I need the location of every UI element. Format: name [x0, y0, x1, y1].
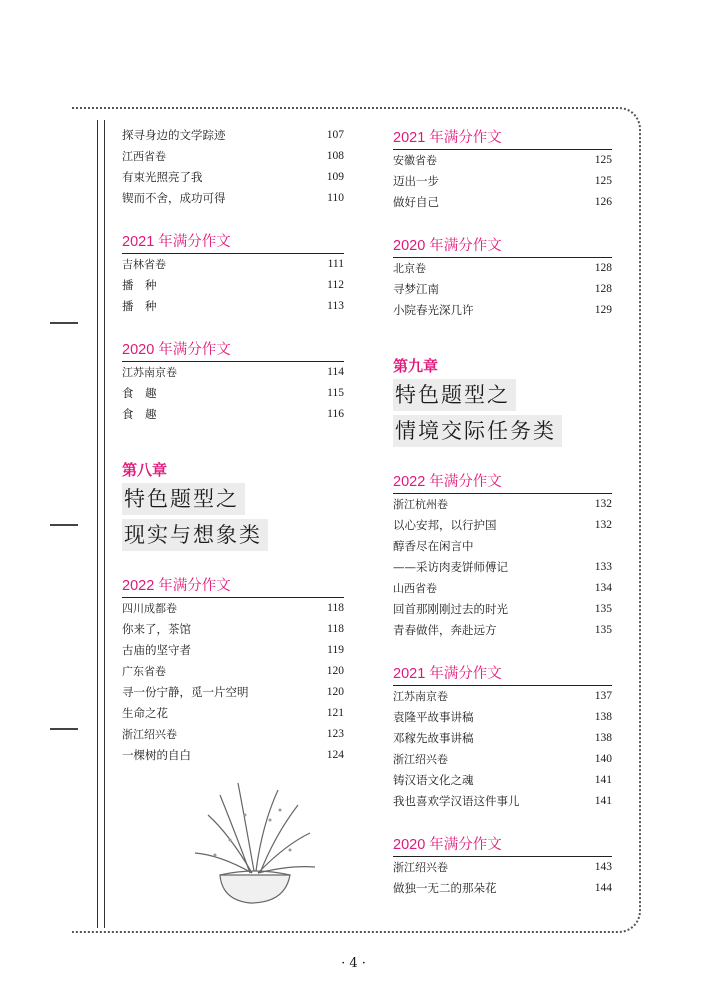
entry-title: 小院春光深几许 — [393, 303, 474, 317]
essay-entry — [393, 728, 612, 749]
essay-entry — [122, 682, 344, 703]
essay-entry — [393, 707, 612, 728]
exam-region-entry — [122, 254, 344, 275]
entry-page-number: 118 — [327, 623, 344, 635]
entry-page-number: 121 — [326, 707, 344, 719]
entry-page-number: 125 — [594, 175, 612, 187]
entry-page-number: 128 — [594, 283, 612, 295]
entry-page-number: 125 — [594, 154, 612, 166]
entry-title: 浙江杭州卷 — [393, 498, 448, 511]
exam-region-entry — [122, 598, 344, 619]
entry-title: 食 趣 — [122, 407, 157, 421]
entry-page-number: 141 — [594, 774, 612, 786]
entry-page-number: 108 — [326, 150, 344, 162]
entry-title: 山西省卷 — [393, 582, 437, 595]
essay-entry — [122, 640, 344, 661]
chapter-number: 第九章 — [393, 357, 439, 375]
entry-title: 江苏南京卷 — [122, 366, 177, 379]
entry-title: 醇香尽在闲言中 — [393, 539, 474, 553]
entry-title: 以心安邦，以行护国 — [393, 518, 497, 532]
entry-page-number: 144 — [594, 882, 612, 894]
potted-plant-illustration — [190, 775, 320, 910]
essay-entry — [393, 171, 612, 192]
chapter-title: 特色题型之 — [122, 483, 245, 515]
entry-title: 迈出一步 — [393, 174, 439, 188]
exam-region-entry — [122, 362, 344, 383]
entry-page-number: 132 — [594, 519, 612, 531]
chapter-title: 情境交际任务类 — [393, 415, 562, 447]
entry-page-number: 120 — [326, 665, 344, 677]
entry-page-number: 128 — [594, 262, 612, 274]
entry-title: 北京卷 — [393, 262, 426, 275]
section-heading: 2022 年满分作文 — [122, 575, 344, 598]
essay-entry — [393, 791, 612, 812]
exam-region-entry — [393, 258, 612, 279]
essay-entry — [122, 404, 344, 425]
entry-page-number: 137 — [594, 690, 612, 702]
entry-title: 安徽省卷 — [393, 154, 437, 167]
essay-entry — [122, 296, 344, 317]
exam-region-entry — [393, 578, 612, 599]
essay-entry — [122, 167, 344, 188]
entry-page-number: 143 — [594, 861, 612, 873]
entry-page-number: 138 — [594, 732, 612, 744]
exam-region-entry — [122, 661, 344, 682]
entry-title: 古庙的坚守者 — [122, 643, 191, 657]
essay-entry — [122, 745, 344, 766]
entry-page-number: 107 — [326, 129, 344, 141]
essay-entry — [393, 770, 612, 791]
toc-left-column — [122, 125, 344, 766]
entry-page-number: 114 — [327, 366, 344, 378]
entry-title: 有束光照亮了我 — [122, 170, 203, 184]
entry-page-number: 112 — [327, 279, 344, 291]
entry-page-number: 123 — [326, 728, 344, 740]
entry-title: 浙江绍兴卷 — [122, 728, 177, 741]
entry-title: 播 种 — [122, 299, 157, 313]
entry-page-number: 140 — [594, 753, 612, 765]
exam-region-entry — [393, 686, 612, 707]
exam-region-entry — [122, 146, 344, 167]
entry-page-number: 118 — [327, 602, 344, 614]
essay-entry — [122, 275, 344, 296]
entry-title: 江西省卷 — [122, 150, 166, 163]
essay-entry — [122, 703, 344, 724]
entry-title: 浙江绍兴卷 — [393, 861, 448, 874]
essay-entry — [122, 125, 344, 146]
page-number: · 4 · — [341, 956, 366, 971]
entry-page-number: 135 — [594, 624, 612, 636]
entry-page-number: 111 — [327, 258, 344, 270]
entry-title: ——采访肉麦饼师傅记 — [393, 560, 508, 574]
entry-page-number: 132 — [594, 498, 612, 510]
entry-page-number: 141 — [594, 795, 612, 807]
section-heading: 2021 年满分作文 — [393, 663, 612, 686]
essay-entry — [393, 279, 612, 300]
entry-title: 青春做伴，奔赴远方 — [393, 623, 497, 637]
section-heading: 2020 年满分作文 — [393, 235, 612, 258]
exam-region-entry — [393, 494, 612, 515]
entry-title: 广东省卷 — [122, 665, 166, 678]
entry-title: 锲而不舍，成功可得 — [122, 191, 226, 205]
essay-entry — [122, 619, 344, 640]
binding-line — [97, 120, 105, 928]
entry-title: 回首那刚刚过去的时光 — [393, 602, 508, 616]
section-heading: 2020 年满分作文 — [122, 339, 344, 362]
entry-title: 袁隆平故事讲稿 — [393, 710, 474, 724]
entry-title: 我也喜欢学汉语这件事儿 — [393, 794, 520, 808]
toc-right-column — [393, 125, 612, 899]
chapter-number: 第八章 — [122, 461, 168, 479]
entry-title: 你来了，茶馆 — [122, 622, 191, 636]
entry-title: 铸汉语文化之魂 — [393, 773, 474, 787]
essay-entry — [393, 557, 612, 578]
entry-page-number: 113 — [327, 300, 344, 312]
exam-region-entry — [122, 724, 344, 745]
entry-page-number: 109 — [326, 171, 344, 183]
entry-title: 寻梦江南 — [393, 282, 439, 296]
essay-entry — [122, 188, 344, 209]
entry-page-number: 124 — [326, 749, 344, 761]
chapter-title: 现实与想象类 — [122, 519, 268, 551]
section-heading: 2021 年满分作文 — [122, 231, 344, 254]
essay-entry — [393, 536, 612, 557]
entry-page-number: 120 — [326, 686, 344, 698]
entry-title: 生命之花 — [122, 706, 168, 720]
entry-page-number: 135 — [594, 603, 612, 615]
entry-page-number: 115 — [327, 387, 344, 399]
entry-page-number: 126 — [594, 196, 612, 208]
entry-page-number: 138 — [594, 711, 612, 723]
entry-title: 江苏南京卷 — [393, 690, 448, 703]
essay-entry — [393, 192, 612, 213]
section-heading: 2021 年满分作文 — [393, 127, 612, 150]
essay-entry — [122, 383, 344, 404]
binding-tick — [50, 322, 78, 324]
chapter-title: 特色题型之 — [393, 379, 516, 411]
essay-entry — [393, 620, 612, 641]
entry-title: 寻一份宁静，觅一片空明 — [122, 685, 249, 699]
entry-title: 邓稼先故事讲稿 — [393, 731, 474, 745]
entry-page-number: 110 — [327, 192, 344, 204]
entry-title: 食 趣 — [122, 386, 157, 400]
section-heading: 2020 年满分作文 — [393, 834, 612, 857]
section-heading: 2022 年满分作文 — [393, 471, 612, 494]
exam-region-entry — [393, 749, 612, 770]
entry-page-number: 133 — [594, 561, 612, 573]
entry-title: 探寻身边的文学踪迹 — [122, 128, 226, 142]
entry-title: 浙江绍兴卷 — [393, 753, 448, 766]
entry-title: 吉林省卷 — [122, 258, 166, 271]
essay-entry — [393, 515, 612, 536]
entry-title: 做好自己 — [393, 195, 439, 209]
exam-region-entry — [393, 150, 612, 171]
entry-title: 做独一无二的那朵花 — [393, 881, 497, 895]
entry-page-number: 134 — [594, 582, 612, 594]
binding-tick — [50, 524, 78, 526]
essay-entry — [393, 300, 612, 321]
essay-entry — [393, 599, 612, 620]
essay-entry — [393, 878, 612, 899]
entry-page-number: 129 — [594, 304, 612, 316]
entry-page-number: 116 — [327, 408, 344, 420]
exam-region-entry — [393, 857, 612, 878]
entry-title: 一棵树的自白 — [122, 748, 191, 762]
entry-title: 四川成都卷 — [122, 602, 177, 615]
entry-title: 播 种 — [122, 278, 157, 292]
binding-tick — [50, 728, 78, 730]
entry-page-number: 119 — [327, 644, 344, 656]
